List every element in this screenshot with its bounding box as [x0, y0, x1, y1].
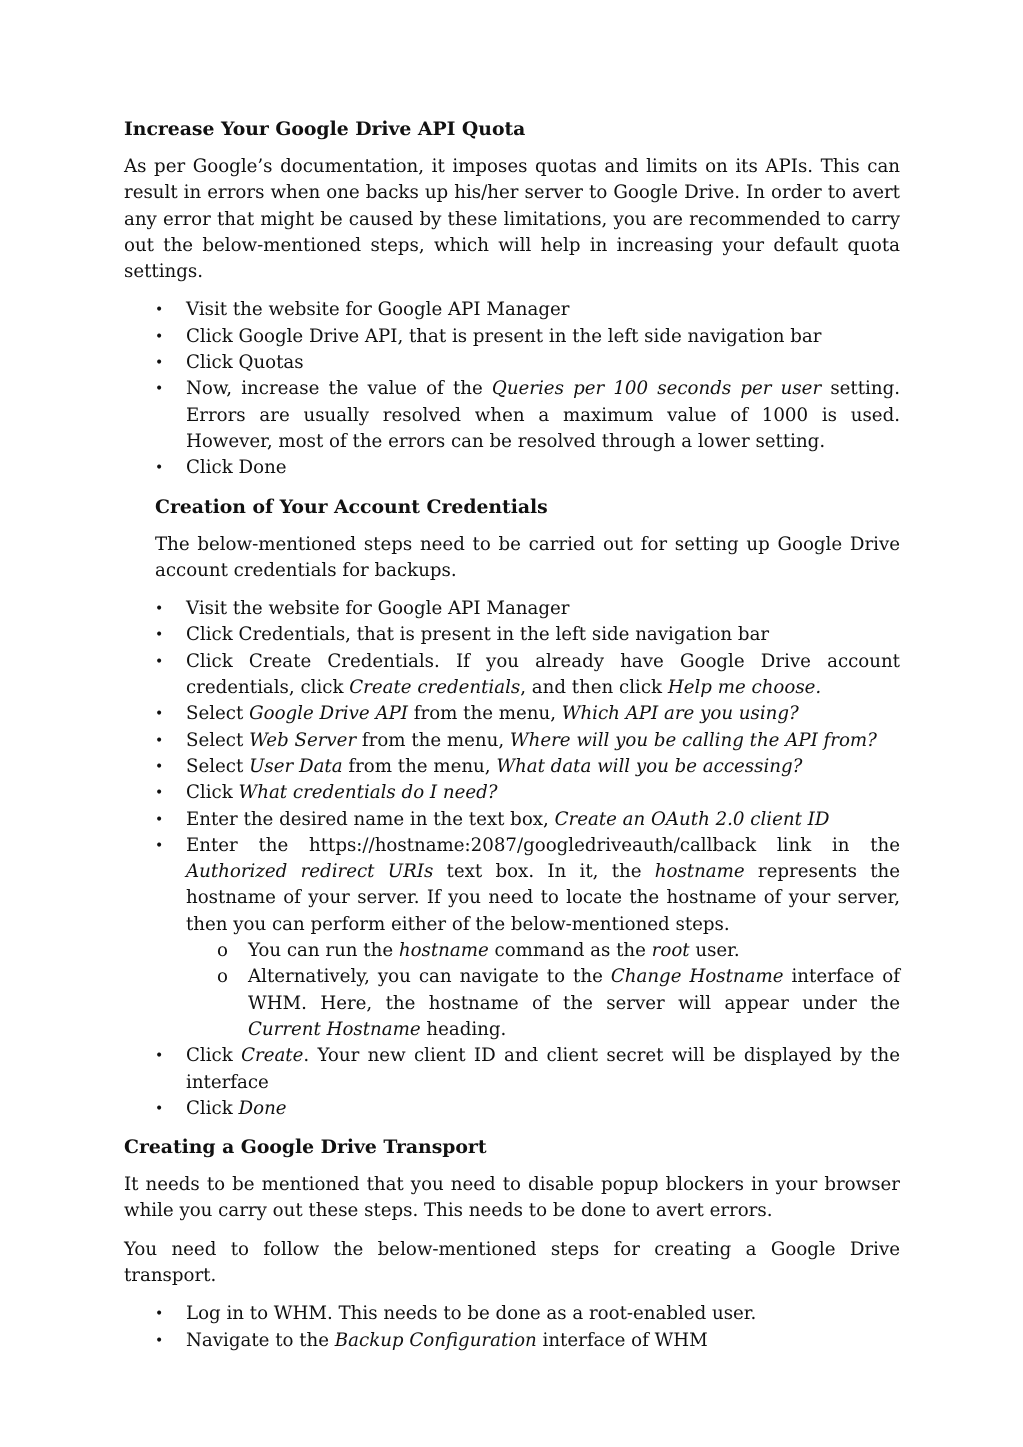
bullet-icon: • — [155, 732, 164, 749]
list-item: • Click What credentials do I need? — [124, 780, 900, 806]
bullet-icon: • — [155, 837, 164, 854]
list-item: • Enter the desired name in the text box, Create an OAuth 2.0 client ID — [124, 807, 900, 833]
circle-bullet-icon: o — [217, 940, 228, 962]
list-item: • Log in to WHM. This needs to be done as a root-enabled user. — [124, 1301, 900, 1327]
list-item: • Navigate to the Backup Configuration interface of WHM — [124, 1328, 900, 1354]
list-item: • Select Web Server from the menu, Where will you be calling the API from? — [124, 728, 900, 754]
list-item: • Visit the website for Google API Manager — [124, 297, 900, 323]
list-item: • Now, increase the value of the Queries per 100 seconds per user setting. Errors are usually resolved when a maximum value of 1000 is used. However, most of the errors can be resolved through a lower setting. — [155, 378, 900, 452]
paragraph-transport-steps: You need to follow the below-mentioned steps for creating a Google Drive transport. — [124, 1238, 900, 1286]
bullet-icon: • — [155, 381, 164, 398]
list-item: • Click Done — [124, 1096, 900, 1122]
circle-bullet-icon: o — [217, 966, 228, 988]
list-item: • Click Google Drive API, that is present in the left side navigation bar — [124, 324, 900, 350]
paragraph-quota-intro: As per Google’s documentation, it imposes quotas and limits on its APIs. This can result in errors when one backs up his/her server to Google Drive. In order to avert any error that might be caused by these limitations, you are recommended to carry out the below-mentioned steps, which will help in increasing your default quota settings. — [124, 156, 900, 283]
list-item: • Enter the https://hostname:2087/googledriveauth/callback link in the Authorized redirect URIs text box. In it, the hostname represents the hostname of your server. If you need to locate the hostname of your server, then you can perform either of the below-mentioned steps. o You can run the hostname command as the root user. o Alternatively, you can navigate to the Change Hostname interface of WHM. Here, the hostname of the server will appear under the Current Hostname heading. — [124, 833, 900, 1043]
bullet-icon: • — [155, 785, 164, 802]
bullet-list-credentials — [124, 596, 900, 1122]
sub-bullet-list — [186, 938, 900, 1043]
list-item: • Select Google Drive API from the menu, Which API are you using? — [124, 701, 900, 727]
bullet-icon: • — [155, 1048, 164, 1065]
bullet-icon: • — [155, 1332, 164, 1349]
list-item: • Click Create Credentials. If you already have Google Drive account credentials, click Create credentials, and then click Help me choose. — [155, 650, 900, 699]
bullet-icon: • — [155, 758, 164, 775]
credentials-section — [155, 494, 900, 585]
document-page — [124, 116, 900, 1366]
list-item: • Select User Data from the menu, What data will you be accessing? — [124, 754, 900, 780]
bullet-icon: • — [155, 601, 164, 618]
bullet-icon: • — [155, 328, 164, 345]
bullet-icon: • — [155, 302, 164, 319]
section-heading-transport: Creating a Google Drive Transport — [124, 1136, 487, 1159]
bullet-list-quota — [124, 297, 900, 481]
paragraph-transport-popup: It needs to be mentioned that you need to disable popup blockers in your browser while you carry out these steps. This needs to be done to avert errors. — [124, 1174, 900, 1222]
sub-list-item: o You can run the hostname command as the root user. — [186, 938, 900, 964]
section-heading-credentials: Creation of Your Account Credentials — [155, 495, 548, 518]
section-heading-quota: Increase Your Google Drive API Quota — [124, 118, 526, 140]
bullet-icon: • — [155, 355, 164, 372]
list-item: • Click Quotas — [124, 350, 900, 376]
bullet-icon: • — [155, 706, 164, 723]
bullet-icon: • — [155, 1100, 164, 1117]
bullet-icon: • — [155, 460, 164, 477]
bullet-icon: • — [155, 811, 164, 828]
list-item: • Click Done — [124, 455, 900, 481]
bullet-icon: • — [155, 627, 164, 644]
list-item: • Click Credentials, that is present in the left side navigation bar — [124, 622, 900, 648]
list-item: • Click Create. Your new client ID and client secret will be displayed by the interface — [155, 1045, 900, 1093]
bullet-icon: • — [155, 653, 164, 670]
bullet-list-transport — [124, 1301, 900, 1354]
list-item: • Visit the website for Google API Manager — [124, 596, 900, 622]
sub-list-item: o Alternatively, you can navigate to the Change Hostname interface of WHM. Here, the hostname of the server will appear under the Current Hostname heading. — [217, 966, 900, 1040]
bullet-icon: • — [155, 1306, 164, 1323]
paragraph-credentials-intro: The below-mentioned steps need to be carried out for setting up Google Drive account credentials for backups. — [155, 533, 900, 581]
